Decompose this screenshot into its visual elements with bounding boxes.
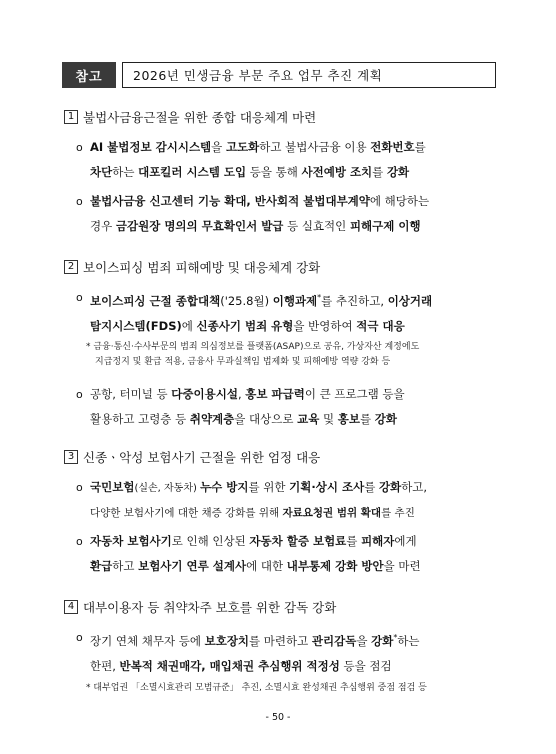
section-2-heading [64,258,320,276]
section-4-heading [64,598,336,616]
text-strong: 자동차 보험사기 [90,534,172,548]
section-number: 3 [64,450,78,464]
bullet-item [76,285,496,339]
text-strong: 이상거래 [387,293,433,308]
text-strong: 홍보 [337,412,360,426]
text: 이 큰 프로그램 등을 [304,387,405,401]
text: 를 [414,140,426,154]
bullet-item [76,135,496,185]
text-strong: 누수 방지 [200,480,249,494]
text: 을 대상으로 [234,412,298,426]
text: 을 마련 [383,559,421,573]
text: 하고 [112,559,139,573]
text: 에게 [394,534,417,548]
text-strong: 피해자 [361,534,395,548]
text-strong: 기획·상시 조사 [289,480,365,494]
bullet-item [76,529,496,579]
section-title: 신종ㆍ악성 보험사기 근절을 위한 엄정 대응 [83,450,321,465]
header-box [62,62,496,88]
text-strong: 고도화 [225,140,260,154]
bullet-symbol: o [76,388,83,401]
text: 다양한 보험사기에 대한 채증 강화를 위해 [90,507,283,519]
text: 에 대한 [246,559,287,573]
text: 를 [372,165,387,179]
bullet-symbol: o [76,141,83,154]
text-strong: 보이스피싱 근절 종합대책 [90,293,221,308]
footnote-line: * 대부업권 「소멸시효관리 모범규준」 추진, 소멸시효 완성채권 추심행위 중점 점검 등 [86,683,427,693]
bullet-symbol: o [76,291,83,304]
text-strong: 관리감독 [311,633,357,648]
footnote-line: * 금융·통신·수사부문의 범죄 의심정보를 플랫폼(ASAP)으로 공유, 가상자산 계정에도 [86,342,420,352]
text: 하는 [112,165,139,179]
footnote-line: 지급정지 및 환급 적용, 금융사 무과실책임 법제화 및 피해예방 역량 강화 등 [95,357,391,367]
text: 장기 연체 채무자 등에 [90,633,205,648]
text-strong: 이행과제 [272,293,318,308]
text: 및 [319,412,338,426]
page-number: - 50 - [265,712,291,723]
footnote [86,340,496,370]
text-strong: 전화번호 [370,140,415,154]
text: 하고 불법사금융 이용 [259,140,371,154]
text-strong: 다중이용시설 [171,387,238,401]
text: 하고, [401,480,428,494]
text: 를 [360,412,375,426]
text-strong: 대포킬러 시스템 도입 [138,165,247,179]
text-strong: 금감원장 명의의 무효확인서 발급 [115,219,284,233]
footnote-mark: * [317,293,322,302]
text-strong: 신종사기 범죄 유형 [196,318,294,333]
text-strong: 반복적 채권매각, 매입채권 추심행위 적정성 [119,658,340,673]
text: 공항, 터미널 등 [90,387,172,401]
text-strong: 강화 [371,633,394,648]
text: 을 [211,140,226,154]
bullet-item [76,382,496,432]
text-strong: 홍보 파급력 [245,387,305,401]
text-strong: 사전예방 조치 [301,165,373,179]
bullet-item [76,189,496,239]
text: , [237,387,246,401]
text-strong: 불법사금융 신고센터 기능 확대, 반사회적 불법대부계약 [90,194,370,208]
text: 등 실효적인 [283,219,350,233]
text-strong: 피해구제 이행 [349,219,421,233]
header-tag: 참고 [62,62,116,88]
text-strong: 탐지시스템(FDS) [90,318,182,333]
text: 에 해당하는 [369,194,430,208]
text: ('25.8월) [220,293,273,308]
text: 등을 점검 [339,658,392,673]
text: 를 마련하고 [249,633,312,648]
bullet-item [76,625,496,679]
text-strong: 내부통제 강화 방안 [286,559,384,573]
text-strong: 강화 [374,412,397,426]
footnote-mark: * [393,633,398,642]
text-strong: 교육 [297,412,320,426]
text: 하는 [397,633,420,648]
text: 로 인해 인상된 [171,534,250,548]
text-strong: 환급 [90,559,113,573]
bullet-symbol: o [76,631,83,644]
text: 을 반영하여 [293,318,357,333]
text-strong: 강화 [386,165,410,179]
text: 를 위한 [248,480,290,494]
text-strong: 자동차 할증 보험료 [249,534,347,548]
text: 경우 [90,219,116,233]
text-strong: 자료요청권 범위 확대 [282,507,382,519]
bullet-symbol: o [76,481,83,494]
section-number: 4 [64,600,78,614]
text-strong: 차단 [90,165,113,179]
section-number: 2 [64,260,78,274]
text: 를 추진하고, [321,293,388,308]
text-strong: 강화 [378,480,402,494]
text-strong: 적극 대응 [356,318,405,333]
text: 등을 통해 [246,165,302,179]
text-strong: 보호장치 [204,633,250,648]
text: 를 추진 [381,507,415,519]
text: 한편, [90,658,120,673]
bullet-symbol: o [76,535,83,548]
text-strong: 취약계층 [189,412,235,426]
text: (실손, 자동차) [134,483,201,494]
section-title: 불법사금융근절을 위한 종합 대응체계 마련 [83,110,317,125]
bullet-item [76,475,496,526]
text-strong: 국민보험 [90,480,135,494]
text-strong: 보험사기 연루 설계사 [138,559,247,573]
section-title: 보이스피싱 범죄 피해예방 및 대응체계 강화 [83,260,321,275]
section-3-heading [64,448,320,466]
bullet-symbol: o [76,195,83,208]
footnote [86,681,496,696]
text: 을 [356,633,372,648]
section-title: 대부이용자 등 취약차주 보호를 위한 감독 강화 [83,600,337,615]
text: 활용하고 고령층 등 [90,412,190,426]
section-number: 1 [64,110,78,124]
text: 에 [181,318,197,333]
text-strong: AI 불법정보 감시시스템 [90,140,212,154]
text: 를 [364,480,379,494]
section-1-heading [64,108,316,126]
header-title: 2026년 민생금융 부문 주요 업무 추진 계획 [122,62,496,88]
text: 를 [346,534,362,548]
